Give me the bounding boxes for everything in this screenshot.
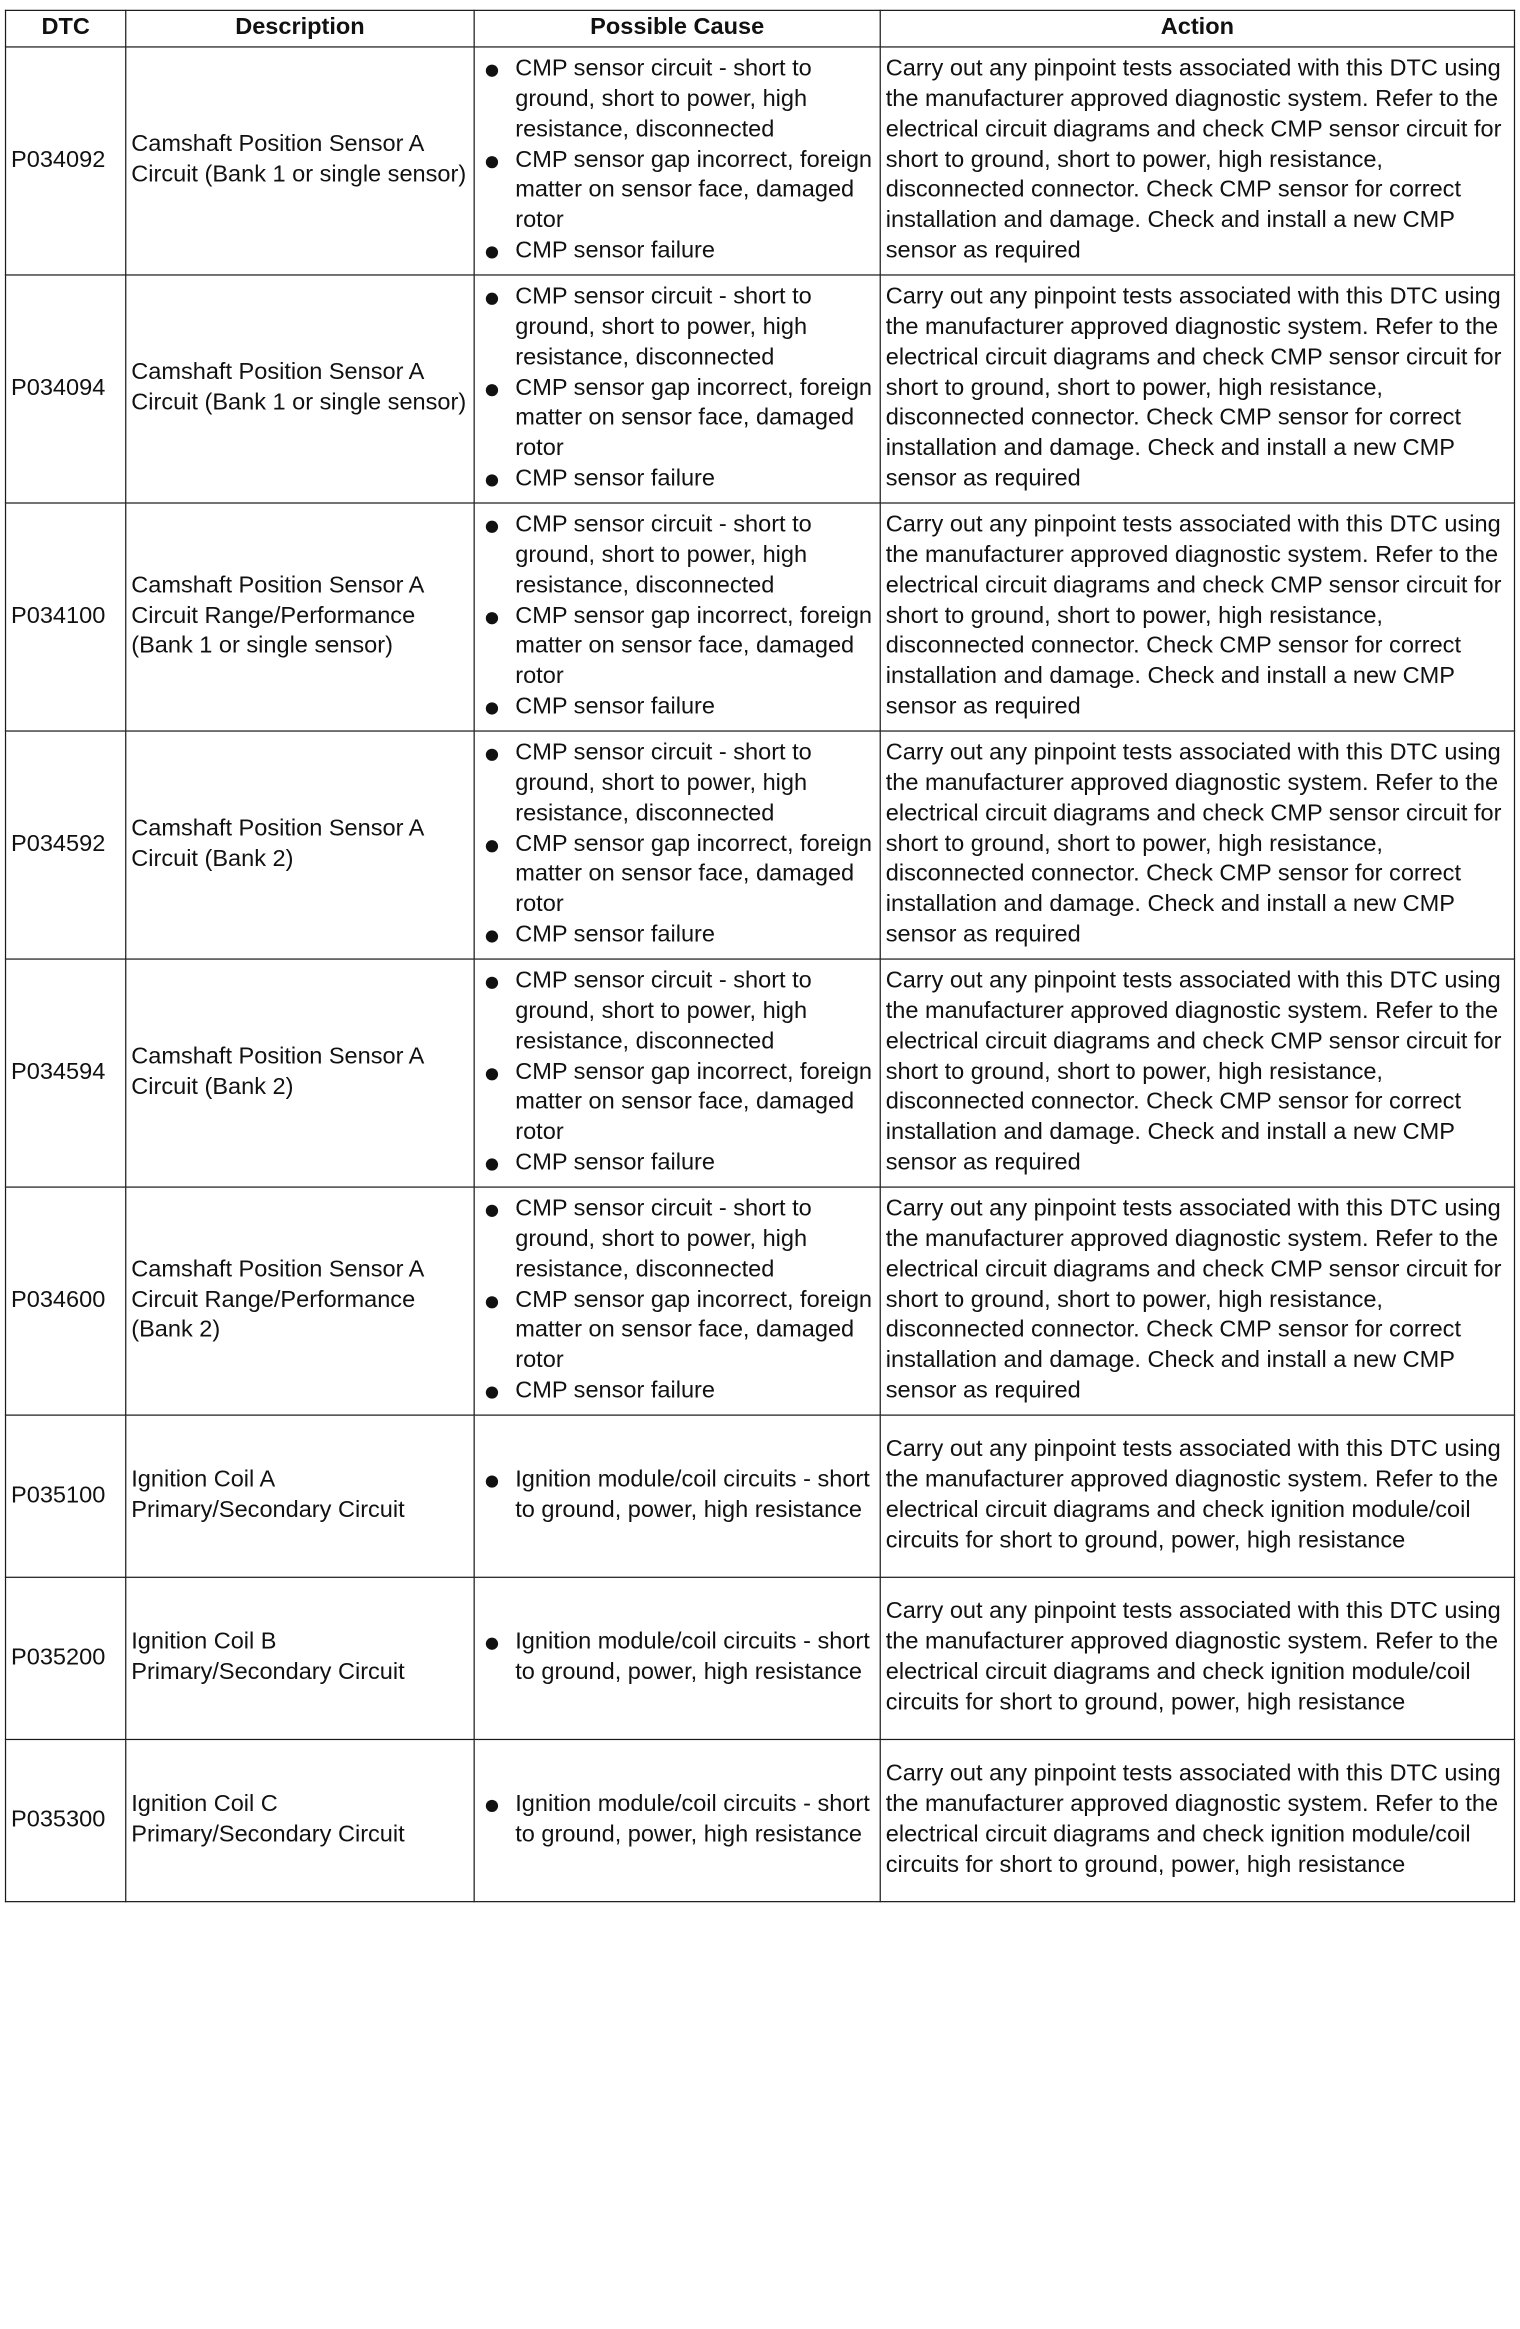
dtc-description: Camshaft Position Sensor A Circuit (Bank 2) (126, 731, 474, 959)
header-action: Action (880, 10, 1514, 47)
cause-item: CMP sensor circuit - short to ground, short to power, high resistance, disconnected (480, 1195, 877, 1286)
cause-item: CMP sensor gap incorrect, foreign matter on sensor face, damaged rotor (480, 1058, 877, 1149)
dtc-code: P034600 (6, 1187, 126, 1415)
dtc-code: P035200 (6, 1577, 126, 1739)
cause-item: CMP sensor gap incorrect, foreign matter on sensor face, damaged rotor (480, 1286, 877, 1377)
table-row (6, 1739, 1515, 1901)
table-row (6, 503, 1515, 731)
dtc-description: Camshaft Position Sensor A Circuit Range/Performance (Bank 2) (126, 1187, 474, 1415)
dtc-description: Ignition Coil A Primary/Secondary Circuit (126, 1415, 474, 1577)
cause-item: CMP sensor circuit - short to ground, short to power, high resistance, disconnected (480, 55, 877, 146)
possible-cause (474, 959, 880, 1187)
cause-item: CMP sensor gap incorrect, foreign matter on sensor face, damaged rotor (480, 374, 877, 465)
cause-item: Ignition module/coil circuits - short to ground, power, high resistance (480, 1466, 877, 1526)
dtc-description: Ignition Coil B Primary/Secondary Circuit (126, 1577, 474, 1739)
possible-cause (474, 1739, 880, 1901)
cause-list (480, 739, 877, 951)
table-row (6, 1187, 1515, 1415)
cause-item: CMP sensor gap incorrect, foreign matter on sensor face, damaged rotor (480, 602, 877, 693)
cause-list (480, 1466, 877, 1526)
possible-cause (474, 1187, 880, 1415)
action-text: Carry out any pinpoint tests associated with this DTC using the manufacturer approved diagnostic system. Refer to the electrical circuit diagrams and check CMP sensor circuit for short to ground, short to power, high resistance, disconnected connector. Check CMP sensor for correct installation and damage. Check and install a new CMP sensor as required (880, 959, 1514, 1187)
cause-item: CMP sensor failure (480, 693, 877, 723)
cause-item: CMP sensor gap incorrect, foreign matter on sensor face, damaged rotor (480, 146, 877, 237)
possible-cause (474, 731, 880, 959)
table-row (6, 47, 1515, 275)
cause-list (480, 55, 877, 267)
cause-item: CMP sensor failure (480, 1149, 877, 1179)
possible-cause (474, 1415, 880, 1577)
action-text: Carry out any pinpoint tests associated with this DTC using the manufacturer approved diagnostic system. Refer to the electrical circuit diagrams and check CMP sensor circuit for short to ground, short to power, high resistance, disconnected connector. Check CMP sensor for correct installation and damage. Check and install a new CMP sensor as required (880, 503, 1514, 731)
dtc-code: P035300 (6, 1739, 126, 1901)
table-row (6, 1415, 1515, 1577)
header-row (6, 10, 1515, 47)
cause-list (480, 1790, 877, 1850)
header-dtc: DTC (6, 10, 126, 47)
dtc-code: P034100 (6, 503, 126, 731)
cause-item: CMP sensor failure (480, 465, 877, 495)
cause-list (480, 1628, 877, 1688)
action-text: Carry out any pinpoint tests associated with this DTC using the manufacturer approved diagnostic system. Refer to the electrical circuit diagrams and check ignition module/coil circuits for short to ground, power, high resistance (880, 1739, 1514, 1901)
cause-item: CMP sensor circuit - short to ground, short to power, high resistance, disconnected (480, 739, 877, 830)
action-text: Carry out any pinpoint tests associated with this DTC using the manufacturer approved diagnostic system. Refer to the electrical circuit diagrams and check ignition module/coil circuits for short to ground, power, high resistance (880, 1415, 1514, 1577)
action-text: Carry out any pinpoint tests associated with this DTC using the manufacturer approved diagnostic system. Refer to the electrical circuit diagrams and check CMP sensor circuit for short to ground, short to power, high resistance, disconnected connector. Check CMP sensor for correct installation and damage. Check and install a new CMP sensor as required (880, 275, 1514, 503)
cause-item: CMP sensor gap incorrect, foreign matter on sensor face, damaged rotor (480, 830, 877, 921)
dtc-table (5, 10, 1515, 1903)
cause-item: CMP sensor circuit - short to ground, short to power, high resistance, disconnected (480, 511, 877, 602)
cause-list (480, 511, 877, 723)
possible-cause (474, 1577, 880, 1739)
cause-item: CMP sensor failure (480, 237, 877, 267)
dtc-code: P034094 (6, 275, 126, 503)
cause-list (480, 283, 877, 495)
header-description: Description (126, 10, 474, 47)
dtc-description: Ignition Coil C Primary/Secondary Circuit (126, 1739, 474, 1901)
dtc-code: P034592 (6, 731, 126, 959)
dtc-code: P035100 (6, 1415, 126, 1577)
dtc-description: Camshaft Position Sensor A Circuit (Bank 1 or single sensor) (126, 275, 474, 503)
possible-cause (474, 47, 880, 275)
dtc-description: Camshaft Position Sensor A Circuit (Bank 1 or single sensor) (126, 47, 474, 275)
action-text: Carry out any pinpoint tests associated with this DTC using the manufacturer approved diagnostic system. Refer to the electrical circuit diagrams and check CMP sensor circuit for short to ground, short to power, high resistance, disconnected connector. Check CMP sensor for correct installation and damage. Check and install a new CMP sensor as required (880, 47, 1514, 275)
action-text: Carry out any pinpoint tests associated with this DTC using the manufacturer approved diagnostic system. Refer to the electrical circuit diagrams and check ignition module/coil circuits for short to ground, power, high resistance (880, 1577, 1514, 1739)
possible-cause (474, 503, 880, 731)
table-row (6, 275, 1515, 503)
action-text: Carry out any pinpoint tests associated with this DTC using the manufacturer approved diagnostic system. Refer to the electrical circuit diagrams and check CMP sensor circuit for short to ground, short to power, high resistance, disconnected connector. Check CMP sensor for correct installation and damage. Check and install a new CMP sensor as required (880, 731, 1514, 959)
table-row (6, 959, 1515, 1187)
table-row (6, 1577, 1515, 1739)
cause-item: CMP sensor circuit - short to ground, short to power, high resistance, disconnected (480, 283, 877, 374)
dtc-code: P034594 (6, 959, 126, 1187)
dtc-description: Camshaft Position Sensor A Circuit Range/Performance (Bank 1 or single sensor) (126, 503, 474, 731)
cause-item: CMP sensor failure (480, 921, 877, 951)
dtc-description: Camshaft Position Sensor A Circuit (Bank 2) (126, 959, 474, 1187)
cause-list (480, 967, 877, 1179)
cause-item: CMP sensor failure (480, 1377, 877, 1407)
cause-list (480, 1195, 877, 1407)
dtc-code: P034092 (6, 47, 126, 275)
possible-cause (474, 275, 880, 503)
header-possible-cause: Possible Cause (474, 10, 880, 47)
action-text: Carry out any pinpoint tests associated with this DTC using the manufacturer approved diagnostic system. Refer to the electrical circuit diagrams and check CMP sensor circuit for short to ground, short to power, high resistance, disconnected connector. Check CMP sensor for correct installation and damage. Check and install a new CMP sensor as required (880, 1187, 1514, 1415)
cause-item: Ignition module/coil circuits - short to ground, power, high resistance (480, 1790, 877, 1850)
cause-item: Ignition module/coil circuits - short to ground, power, high resistance (480, 1628, 877, 1688)
table-row (6, 731, 1515, 959)
cause-item: CMP sensor circuit - short to ground, short to power, high resistance, disconnected (480, 967, 877, 1058)
